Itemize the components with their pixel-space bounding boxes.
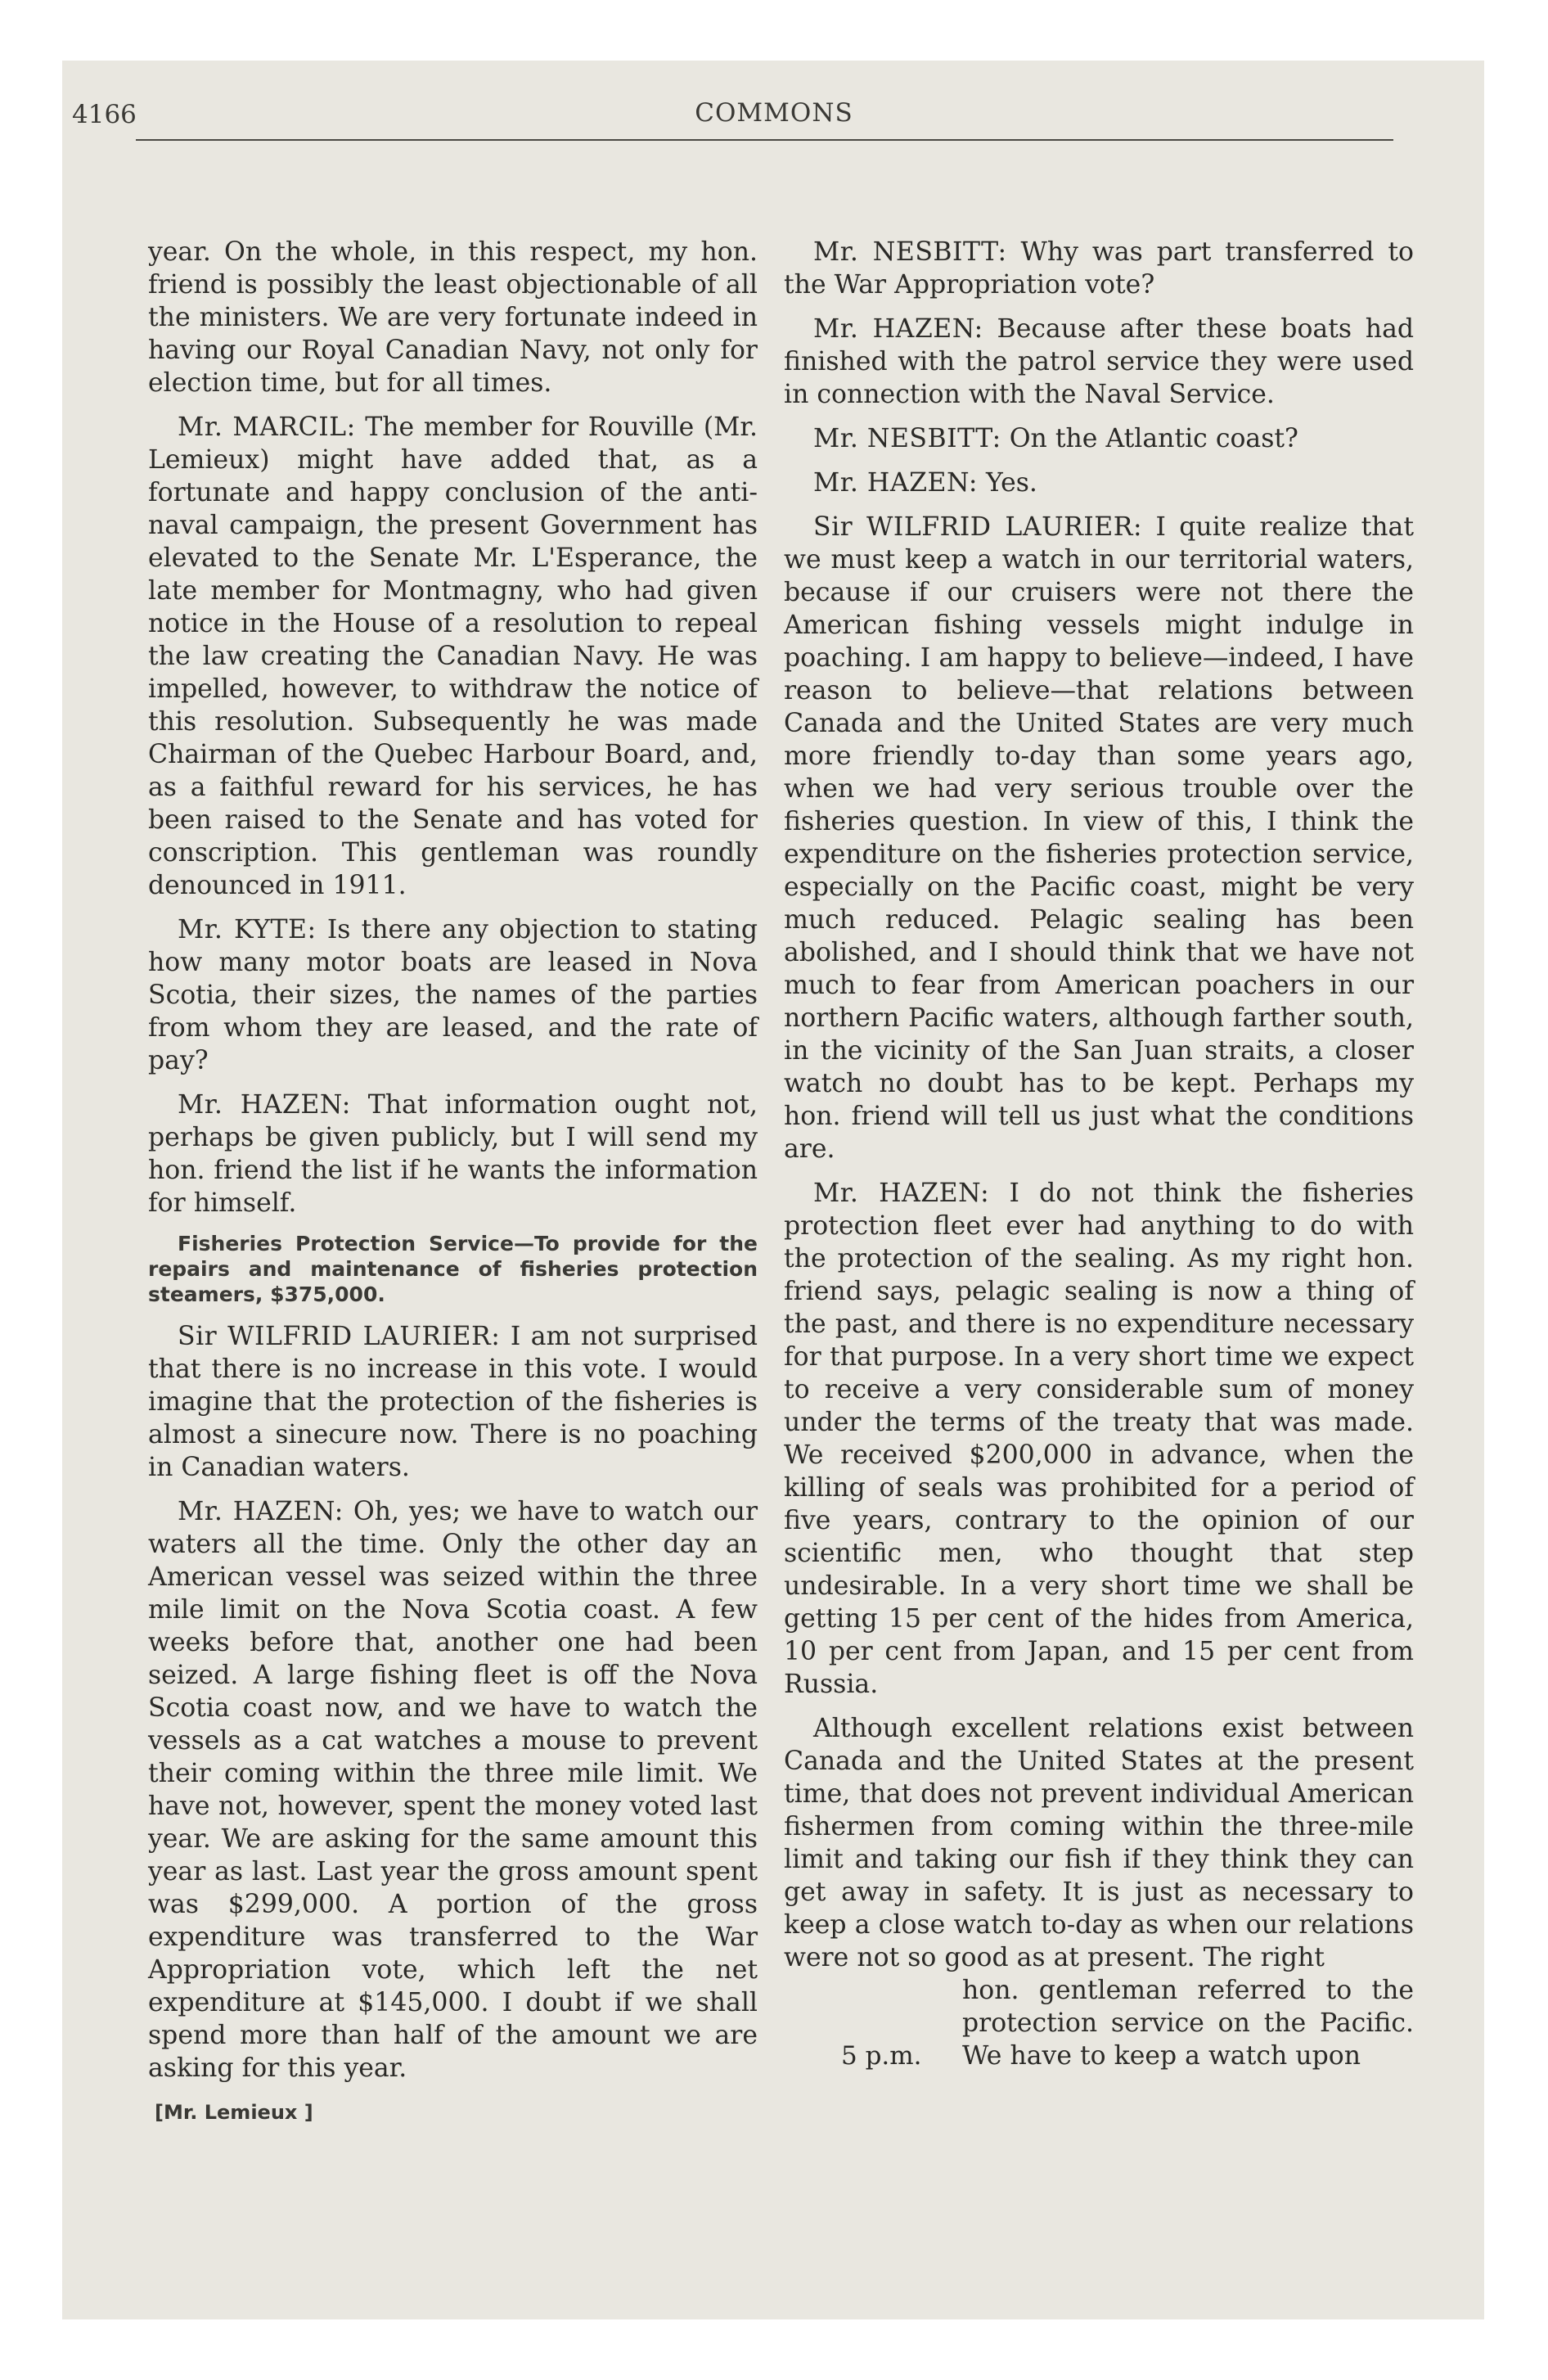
- member-footer: [Mr. Lemieux ]: [155, 2101, 313, 2124]
- running-head: COMMONS: [695, 98, 853, 128]
- speaker-name: Mr. HAZEN:: [178, 1090, 351, 1120]
- paragraph: [784, 1177, 1414, 1701]
- speech-text: I quite realize that we must keep a watch in our territorial waters, because if our cruisers were not there the American fishing vessels might indulge in poaching. I am happy to believe—indeed, I have reason to believe—that relations between Canada and the United States are very much more friendly to-day than some years ago, when we had very serious trouble over the fisheries question. In view of this, I think the expenditure on the fisheries protection service, especially on the Pacific coast, might be very much reduced. Pelagic sealing has been abolished, and I should think that we have not much to fear from American poachers in our northern Pacific waters, although farther south, in the vicinity of the San Juan straits, a closer watch no doubt has to be kept. Perhaps my hon. friend will tell us just what the conditions are.: [784, 512, 1414, 1164]
- estimate-item: Fisheries Protection Service—To provide for the repairs and maintenance of fisheries protection steamers, $375,000.: [148, 1232, 758, 1306]
- speaker-name: Mr. KYTE:: [178, 915, 317, 944]
- paragraph: [148, 1089, 758, 1219]
- paragraph: [784, 313, 1414, 411]
- paragraph: [784, 422, 1414, 455]
- header-rule: [136, 139, 1393, 141]
- speech-text: Oh, yes; we have to watch our waters all the time. Only the other day an American vessel was seized within the three mile limit on the Nova Scotia coast. A few weeks before that, another one had been seized. A large fishing fleet is off the Nova Scotia coast now, and we have to watch the vessels as a cat watches a mouse to prevent their coming within the three mile limit. We have not, however, spent the money voted last year. We are asking for the same amount this year as last. Last year the gross amount spent was $299,000. A portion of the gross expenditure was transferred to the War Appropriation vote, which left the net expenditure at $145,000. I doubt if we shall spend more than half of the amount we are asking for this year.: [148, 1497, 758, 2083]
- paragraph: [148, 236, 758, 399]
- speech-text: Is there any objection to stating how many motor boats are leased in Nova Scotia, their sizes, the names of the parties from whom they are leased, and the rate of pay?: [148, 915, 758, 1075]
- speaker-name: Mr. HAZEN:: [178, 1497, 344, 1526]
- speaker-name: Mr. NESBITT:: [813, 424, 1001, 453]
- time-marker: 5 p.m.: [841, 2041, 922, 2071]
- paragraph: [148, 1495, 758, 2085]
- time-row: [784, 1974, 1414, 2072]
- right-column: [784, 236, 1414, 2072]
- paragraph: [784, 236, 1414, 301]
- speech-text: That information ought not, perhaps be given publicly, but I will send my hon. friend the list if he wants the information for himself.: [148, 1090, 758, 1218]
- speech-text: hon. gentleman referred to the protection service on the Pacific. We have to keep a watch upon: [962, 1976, 1414, 2071]
- speaker-name: Mr. MARCIL:: [178, 412, 356, 442]
- page-number: 4166: [72, 100, 137, 129]
- speech-text: Because after these boats had finished with the patrol service they were used in connection with the Naval Service.: [784, 314, 1415, 409]
- speech-text: Although excellent relations exist between Canada and the United States at the present time, that does not prevent individual American fishermen from coming within the three-mile limit and taking our fish if they think they can get away in safety. It is just as necessary to keep a close watch to-day as when our relations were not so good as at present. The right: [784, 1714, 1414, 1972]
- speaker-name: Sir WILFRID LAURIER:: [813, 512, 1143, 542]
- speech-text: I am not surprised that there is no increase in this vote. I would imagine that the protection of the fisheries is almost a sinecure now. There is no poaching in Canadian waters.: [148, 1322, 758, 1482]
- speaker-name: Mr. NESBITT:: [813, 237, 1007, 267]
- paragraph: [784, 511, 1414, 1165]
- paragraph: [784, 1712, 1414, 1974]
- speaker-name: Sir WILFRID LAURIER:: [178, 1322, 501, 1351]
- speaker-name: Mr. HAZEN:: [813, 468, 979, 498]
- paragraph: [148, 411, 758, 902]
- speech-text: I do not think the fisheries protection fleet ever had anything to do with the protection of the sealing. As my right hon. friend says, pelagic sealing is now a thing of the past, and there is no expenditure necessary for that purpose. In a very short time we expect to receive a very considerable sum of money under the terms of the treaty that was made. We received $200,000 in advance, when the killing of seals was prohibited for a period of five years, contrary to the opinion of our scientific men, who thought that step undesirable. In a very short time we shall be getting 15 per cent of the hides from America, 10 per cent from Japan, and 15 per cent from Russia.: [784, 1179, 1415, 1699]
- paragraph: [148, 1320, 758, 1484]
- speech-text: year. On the whole, in this respect, my hon. friend is possibly the least objectionable of all the ministers. We are very fortunate indeed in having our Royal Canadian Navy, not only for election time, but for all times.: [148, 237, 758, 398]
- speech-text: The member for Rouville (Mr. Lemieux) might have added that, as a fortunate and happy conclusion of the anti-naval campaign, the present Government has elevated to the Senate Mr. L'Esperance, the late member for Montmagny, who had given notice in the House of a resolution to repeal the law creating the Canadian Navy. He was impelled, however, to withdraw the notice of this resolution. Subsequently he was made Chairman of the Quebec Harbour Board, and, as a faithful reward for his services, he has been raised to the Senate and has voted for conscription. This gentleman was roundly denounced in 1911.: [148, 412, 758, 900]
- speaker-name: Mr. HAZEN:: [813, 314, 983, 344]
- speaker-name: Mr. HAZEN:: [813, 1179, 990, 1208]
- speech-text: On the Atlantic coast?: [1009, 424, 1298, 453]
- speech-text: Yes.: [986, 468, 1037, 498]
- speech-text: Why was part transferred to the War Appropriation vote?: [784, 237, 1415, 300]
- paragraph: [148, 913, 758, 1077]
- left-column: [148, 236, 758, 2129]
- paragraph: [784, 467, 1414, 499]
